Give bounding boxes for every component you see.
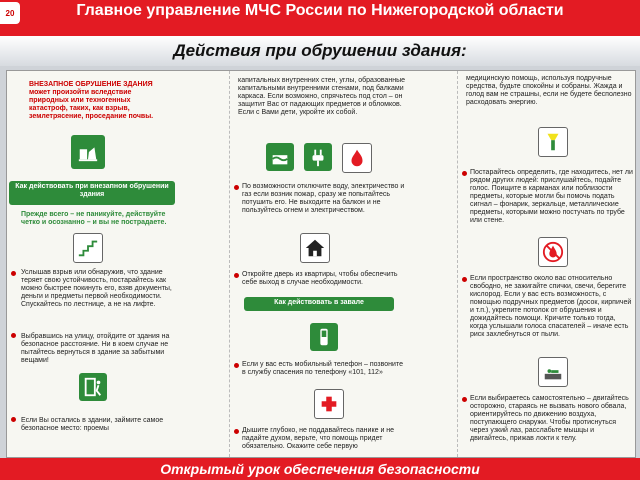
safe-place-text: капитальных внутренних стен, углы, образованные капитальными внутренними стенами, под балками каркаса. Если возможно, спрячьтесь под стол – он защитит Вас от падающих предметов и обломков. Если с Вами дети, укройте их собой. (238, 77, 406, 116)
fire-icon (342, 143, 372, 173)
bullet (11, 333, 16, 338)
call-rescue-text: Если у вас есть мобильный телефон – позвоните в службу спасения по телефону «101, 112» (242, 361, 403, 376)
exit-icon (79, 373, 107, 401)
leaflet-column-1 (7, 71, 177, 457)
bullet (462, 277, 467, 282)
evacuate-text: Услышав взрыв или обнаружив, что здание теряет свою устойчивость, постарайтесь как можно быстрее покинуть его, взяв документы, деньги и предметы первой необходимости. Спускайтесь по лестнице, а не на лифте. (21, 269, 172, 308)
stairs-icon (73, 233, 103, 263)
bullet (234, 185, 239, 190)
outside-text: Выбравшись на улицу, отойдите от здания на безопасное расстояние. Ни в коем случае не пытайтесь вернуться в здание за забытыми вещами! (21, 333, 170, 364)
crawl-icon (538, 357, 568, 387)
house-icon (300, 233, 330, 263)
bullet (234, 429, 239, 434)
bullet (234, 273, 239, 278)
building-collapse-icon (71, 135, 105, 169)
page-title: Действия при обрушении здания: (173, 41, 467, 60)
first-aid-text: медицинскую помощь, используя подручные средства, будьте спокойны и собраны. Жажда и голод вам не страшны, если не будете бесполезно расходовать энергию. (466, 75, 632, 106)
header-title: Главное управление МЧС России по Нижегородской области (76, 2, 564, 19)
intro-title: ВНЕЗАПНОЕ ОБРУШЕНИЕ ЗДАНИЯ может произойти вследствие природных или техногенных катастроф, таких, как взрыв, землетрясение, проседание почвы. (29, 81, 154, 120)
oxygen-text: Если пространство около вас относительно свободно, не зажигайте спички, свечи, берегите кислород. Если у вас есть возможность, с помощью подручных предметов (досок, кирпичей и т.п.), укрепите потолок от обрушения и дожидайтесь помощи. Кричите только тогда, когда услышали голоса спасателей – иначе есть риск захлебнуться от пыли. (470, 275, 632, 338)
first-aid-icon (314, 389, 344, 419)
no-fire-icon (538, 237, 568, 267)
water-icon (266, 143, 294, 171)
slide-number-badge: 20 (0, 2, 20, 24)
self-rescue-text: Если выбираетесь самостоятельно – двигайтесь осторожно, стараясь не вызвать нового обвала, ориентируйтесь по движению воздуха, поступающего снаружи. Чтобы протиснуться через узкий лаз, расслабьте мышцы и двигайтесь, прижав локти к телу. (470, 395, 629, 442)
bullet (462, 171, 467, 176)
bullet (11, 417, 16, 422)
stay-inside-text: Если Вы остались в здании, займите самое безопасное место: проемы (21, 417, 164, 432)
utilities-text: По возможности отключите воду, электричество и газ если возник пожар, сразу же попытайтесь потушить его. Не выходите на балкон и не пользуйтесь огнем и электричеством. (242, 183, 405, 214)
breathe-text: Дышите глубоко, не поддавайтесь панике и не падайте духом, верьте, что помощь придет обязательно. Окажите себе первую (242, 427, 395, 450)
slogan-text: Прежде всего – не паникуйте, действуйте четко и осознанно – и вы не пострадаете. (21, 211, 167, 226)
footer-text: Открытый урок обеспечения безопасности (160, 461, 480, 477)
flashlight-icon (538, 127, 568, 157)
rubble-actions-heading: Как действовать в завале (244, 297, 394, 311)
bullet (234, 363, 239, 368)
leaflet-column-2 (229, 71, 410, 457)
leaflet (6, 70, 636, 458)
phone-icon (310, 323, 338, 351)
plug-icon (304, 143, 332, 171)
bullet (11, 271, 16, 276)
collapse-actions-heading: Как действовать при внезапном обрушении здания (9, 181, 175, 205)
leaflet-column-3 (457, 71, 636, 457)
bullet (462, 397, 467, 402)
open-door-text: Откройте дверь из квартиры, чтобы обеспечить себе выход в случае необходимости. (242, 271, 398, 286)
signal-text: Постарайтесь определить, где находитесь, нет ли рядом других людей: прислушайтесь, подайте голос. Поищите в карманах или поблизости предметы, которые могли бы помочь подать сигнал – фонарик, зеркальце, металлические предметы, которыми можно постучать по трубе или стене. (470, 169, 633, 224)
